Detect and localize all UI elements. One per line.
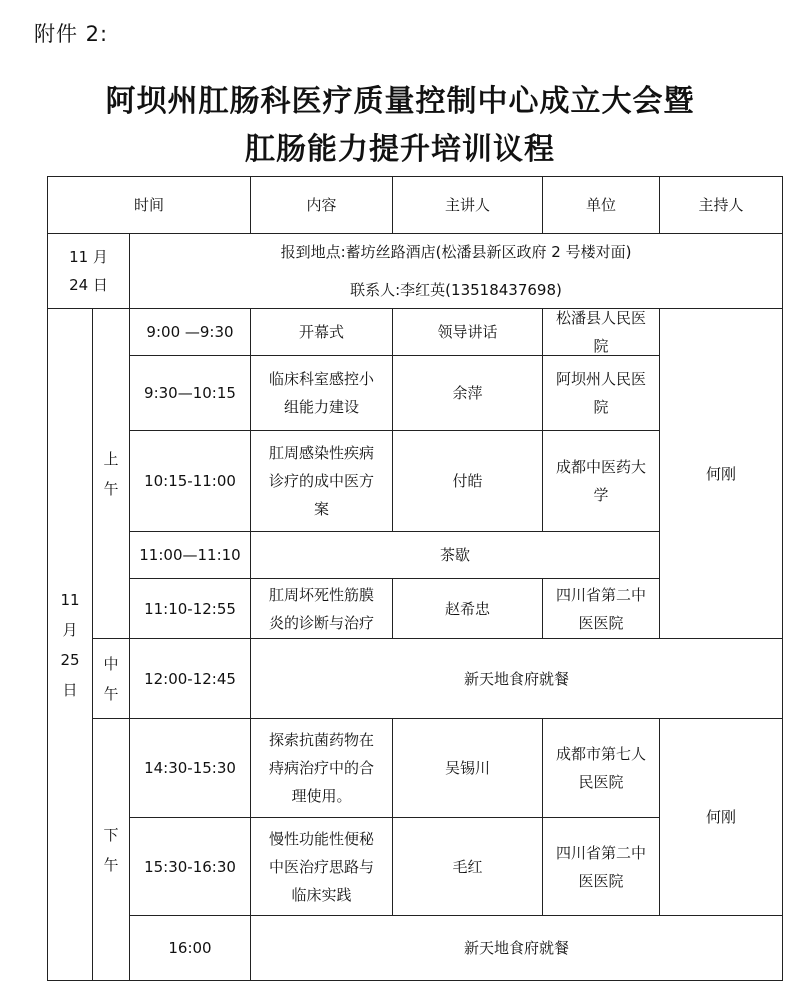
session-speaker: 赵希忠 [392,578,542,638]
unit-line: 成都中医药大 [555,458,646,476]
session-speaker: 领导讲话 [392,308,542,355]
period-noon [92,638,129,718]
session-unit [542,355,659,430]
content-line: 临床科室感控小 [268,370,374,388]
unit-line: 成都市第七人 [555,745,646,763]
page-title-line-2: 肛肠能力提升培训议程 [245,132,555,167]
venue-text: 报到地点:蓄坊丝路酒店(松潘县新区政府 2 号楼对面) [280,243,632,261]
day1-date-line2: 24 日 [69,276,108,294]
day1-date-line1: 11 月 [69,248,108,266]
session-speaker: 毛红 [392,817,542,915]
day1-date [47,233,129,308]
morning-host: 何刚 [659,308,783,638]
session-time: 10:15-11:00 [129,430,250,531]
header-content: 内容 [250,176,392,233]
content-line: 中医治疗思路与 [268,857,374,876]
afternoon-host: 何刚 [659,718,783,915]
content-line: 肛周坏死性筋膜 [268,585,374,604]
period-afternoon [92,718,129,981]
period-char: 午 [103,684,119,703]
dinner: 新天地食府就餐 [250,915,783,981]
session-speaker: 余萍 [392,355,542,430]
session-content [250,578,392,638]
content-line: 痔病治疗中的合 [268,759,374,777]
unit-line: 医医院 [578,871,624,890]
unit-line: 四川省第二中 [555,585,646,604]
session-unit [542,817,659,915]
content-line: 组能力建设 [283,398,359,416]
session-content [250,430,392,531]
session-time: 11:10-12:55 [129,578,250,638]
attachment-label: 附件 2: [34,22,109,46]
content-line: 案 [313,500,329,518]
period-char: 上 [103,449,119,468]
content-line: 肛周感染性疾病 [268,444,374,462]
day1-info [129,233,783,308]
content-line: 开幕式 [298,323,344,341]
content-line: 探索抗菌药物在 [268,731,374,749]
content-line: 慢性功能性便秘 [268,829,374,848]
period-char: 中 [103,654,119,673]
unit-line: 民医院 [578,773,624,791]
header-speaker: 主讲人 [392,176,542,233]
session-time: 11:00—11:10 [129,531,250,578]
session-content [250,355,392,430]
session-time: 12:00-12:45 [129,638,250,718]
session-unit [542,308,659,355]
tea-break: 茶歇 [250,531,659,578]
content-line: 诊疗的成中医方 [268,472,374,490]
unit-line: 院 [593,398,609,416]
header-unit: 单位 [542,176,659,233]
session-speaker: 吴锡川 [392,718,542,817]
day2-date-char: 25 [60,650,80,669]
content-line: 炎的诊断与治疗 [268,613,374,632]
unit-line: 阿坝州人民医 [555,370,646,388]
session-time: 9:30—10:15 [129,355,250,430]
content-line: 理使用。 [291,787,352,805]
header-time: 时间 [47,176,250,233]
unit-line: 松潘县人民医 [555,309,646,327]
day2-date-char: 月 [62,620,78,639]
agenda-table [47,176,783,981]
session-unit [542,430,659,531]
period-morning [92,308,129,638]
page-title-line-1: 阿坝州肛肠科医疗质量控制中心成立大会暨 [105,84,695,119]
day2-date [47,308,92,981]
day2-date-char: 日 [62,680,78,699]
unit-line: 学 [593,486,609,504]
header-host: 主持人 [659,176,783,233]
session-time: 9:00 —9:30 [129,308,250,355]
period-char: 下 [103,825,119,844]
content-line: 临床实践 [291,885,352,904]
unit-line: 院 [593,337,609,355]
unit-line: 医医院 [578,613,624,632]
unit-line: 四川省第二中 [555,843,646,862]
session-content [250,817,392,915]
session-time: 16:00 [129,915,250,981]
day2-date-char: 11 [60,590,80,609]
contact-text: 联系人:李红英(13518437698) [350,281,562,299]
period-char: 午 [103,479,119,498]
session-time: 14:30-15:30 [129,718,250,817]
session-speaker: 付皓 [392,430,542,531]
session-unit [542,578,659,638]
session-content [250,718,392,817]
period-char: 午 [103,855,119,874]
session-unit [542,718,659,817]
lunch: 新天地食府就餐 [250,638,783,718]
session-time: 15:30-16:30 [129,817,250,915]
session-content [250,308,392,355]
